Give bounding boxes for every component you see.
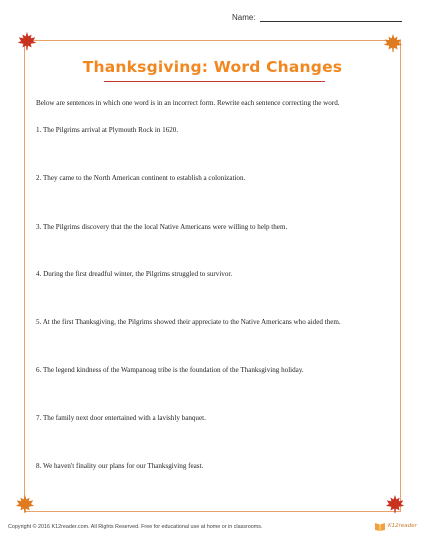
instructions: Below are sentences in which one word is in an incorrect form. Rewrite each sentence correcting the word. bbox=[36, 99, 340, 107]
name-field[interactable] bbox=[232, 12, 402, 22]
maple-leaf-icon bbox=[14, 493, 36, 515]
question-2: 2. They came to the North American continent to establish a colonization. bbox=[36, 174, 246, 182]
name-line[interactable] bbox=[260, 12, 402, 22]
question-5: 5. At the first Thanksgiving, the Pilgrims showed their appreciate to the Native Americans who aided them. bbox=[36, 318, 341, 326]
name-label: Name: bbox=[232, 13, 256, 22]
question-1: 1. The Pilgrims arrival at Plymouth Rock in 1620. bbox=[36, 126, 179, 134]
title-underline bbox=[104, 81, 325, 82]
question-4: 4. During the first dreadful winter, the Pilgrims struggled to survivor. bbox=[36, 270, 233, 278]
maple-leaf-icon bbox=[384, 493, 406, 515]
page-title: Thanksgiving: Word Changes bbox=[82, 58, 343, 76]
question-7: 7. The family next door entertained with a lavishly banquet. bbox=[36, 414, 206, 422]
maple-leaf-icon bbox=[382, 32, 404, 54]
k12reader-logo bbox=[374, 519, 418, 533]
book-icon bbox=[374, 520, 386, 532]
question-3: 3. The Pilgrims discovery that the the local Native Americans were willing to help them. bbox=[36, 223, 288, 231]
copyright-footer: Copyright © 2016 K12reader.com. All Rights Reserved. Free for educational use at home or in classrooms. bbox=[8, 524, 263, 530]
logo-text: K12reader bbox=[388, 523, 417, 529]
question-6: 6. The legend kindness of the Wampanoag tribe is the foundation of the Thanksgiving holiday. bbox=[36, 366, 304, 374]
question-8: 8. We haven't finality our plans for our Thanksgiving feast. bbox=[36, 462, 204, 470]
maple-leaf-icon bbox=[16, 30, 38, 52]
